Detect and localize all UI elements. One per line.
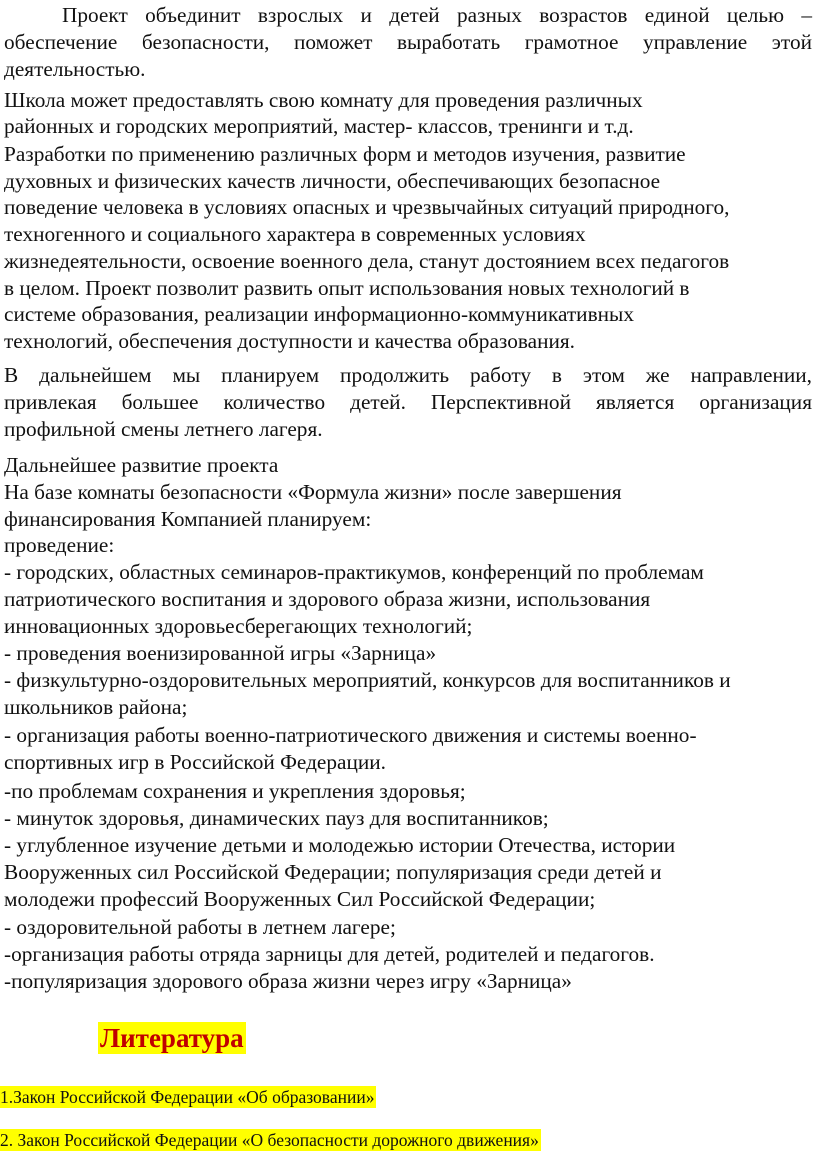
section-heading: Дальнейшее развитие проекта [4, 453, 279, 477]
list-line: патриотического воспитания и здорового образа жизни, использования [4, 587, 651, 611]
para5-line3: проведение: [4, 533, 115, 557]
list-line: - физкультурно-оздоровительных мероприятий, конкурсов для воспитанников и [4, 668, 731, 692]
para3-line8: технологий, обеспечения доступности и качества образования. [4, 329, 575, 353]
list-line: школьников района; [4, 695, 188, 719]
para4-line3: профильной смены летнего лагеря. [4, 417, 323, 441]
para3-line5: жизнедеятельности, освоение военного дела, станут достоянием всех педагогов [4, 249, 730, 273]
list-line: молодежи профессий Вооруженных Сил Российской Федерации; [4, 887, 596, 911]
para3-line1: Разработки по применению различных форм и методов изучения, развитие [4, 142, 686, 166]
para4-line2: привлекая большее количество детей. Перспективной является организация [4, 390, 812, 414]
list-line: - городских, областных семинаров-практикумов, конференций по проблемам [4, 560, 704, 584]
para3-line7: системе образования, реализации информационно-коммуникативных [4, 302, 634, 326]
reference-item: 2. Закон Российской Федерации «О безопасности дорожного движения» [0, 1130, 539, 1150]
list-line: -организация работы отряда зарницы для детей, родителей и педагогов. [4, 942, 655, 966]
literature-heading: Литература [100, 1023, 244, 1053]
reference-item: 1.Закон Российской Федерации «Об образовании» [0, 1087, 375, 1107]
para2-line2: районных и городских мероприятий, мастер- классов, тренинги и т.д. [4, 114, 634, 138]
para5-line2: финансирования Компанией планируем: [4, 507, 372, 531]
list-line: - минуток здоровья, динамических пауз для воспитанников; [4, 806, 549, 830]
para5-line1: На базе комнаты безопасности «Формула жизни» после завершения [4, 480, 622, 504]
para1-line2: обеспечение безопасности, поможет выработать грамотное управление этой [4, 30, 812, 54]
para3-line3: поведение человека в условиях опасных и чрезвычайных ситуаций природного, [4, 195, 730, 219]
para1-line3: деятельностью. [4, 57, 146, 81]
list-line: спортивных игр в Российской Федерации. [4, 750, 386, 774]
list-line: Вооруженных сил Российской Федерации; популяризация среди детей и [4, 860, 662, 884]
list-line: - проведения военизированной игры «Зарница» [4, 641, 437, 665]
para3-line2: духовных и физических качеств личности, обеспечивающих безопасное [4, 169, 661, 193]
para3-line6: в целом. Проект позволит развить опыт использования новых технологий в [4, 276, 690, 300]
para3-line4: техногенного и социального характера в современных условиях [4, 222, 586, 246]
para1-line1: Проект объединит взрослых и детей разных возрастов единой целью – [62, 3, 812, 27]
list-line: -популяризация здорового образа жизни через игру «Зарница» [4, 969, 572, 993]
para2-line1: Школа может предоставлять свою комнату для проведения различных [4, 88, 643, 112]
list-line: - оздоровительной работы в летнем лагере; [4, 915, 396, 939]
list-line: инновационных здоровьесберегающих технологий; [4, 614, 473, 638]
para4-line1: В дальнейшем мы планируем продолжить работу в этом же направлении, [4, 363, 812, 387]
list-line: -по проблемам сохранения и укрепления здоровья; [4, 779, 466, 803]
list-line: - углубленное изучение детьми и молодежью истории Отечества, истории [4, 833, 676, 857]
list-line: - организация работы военно-патриотического движения и системы военно- [4, 723, 697, 747]
